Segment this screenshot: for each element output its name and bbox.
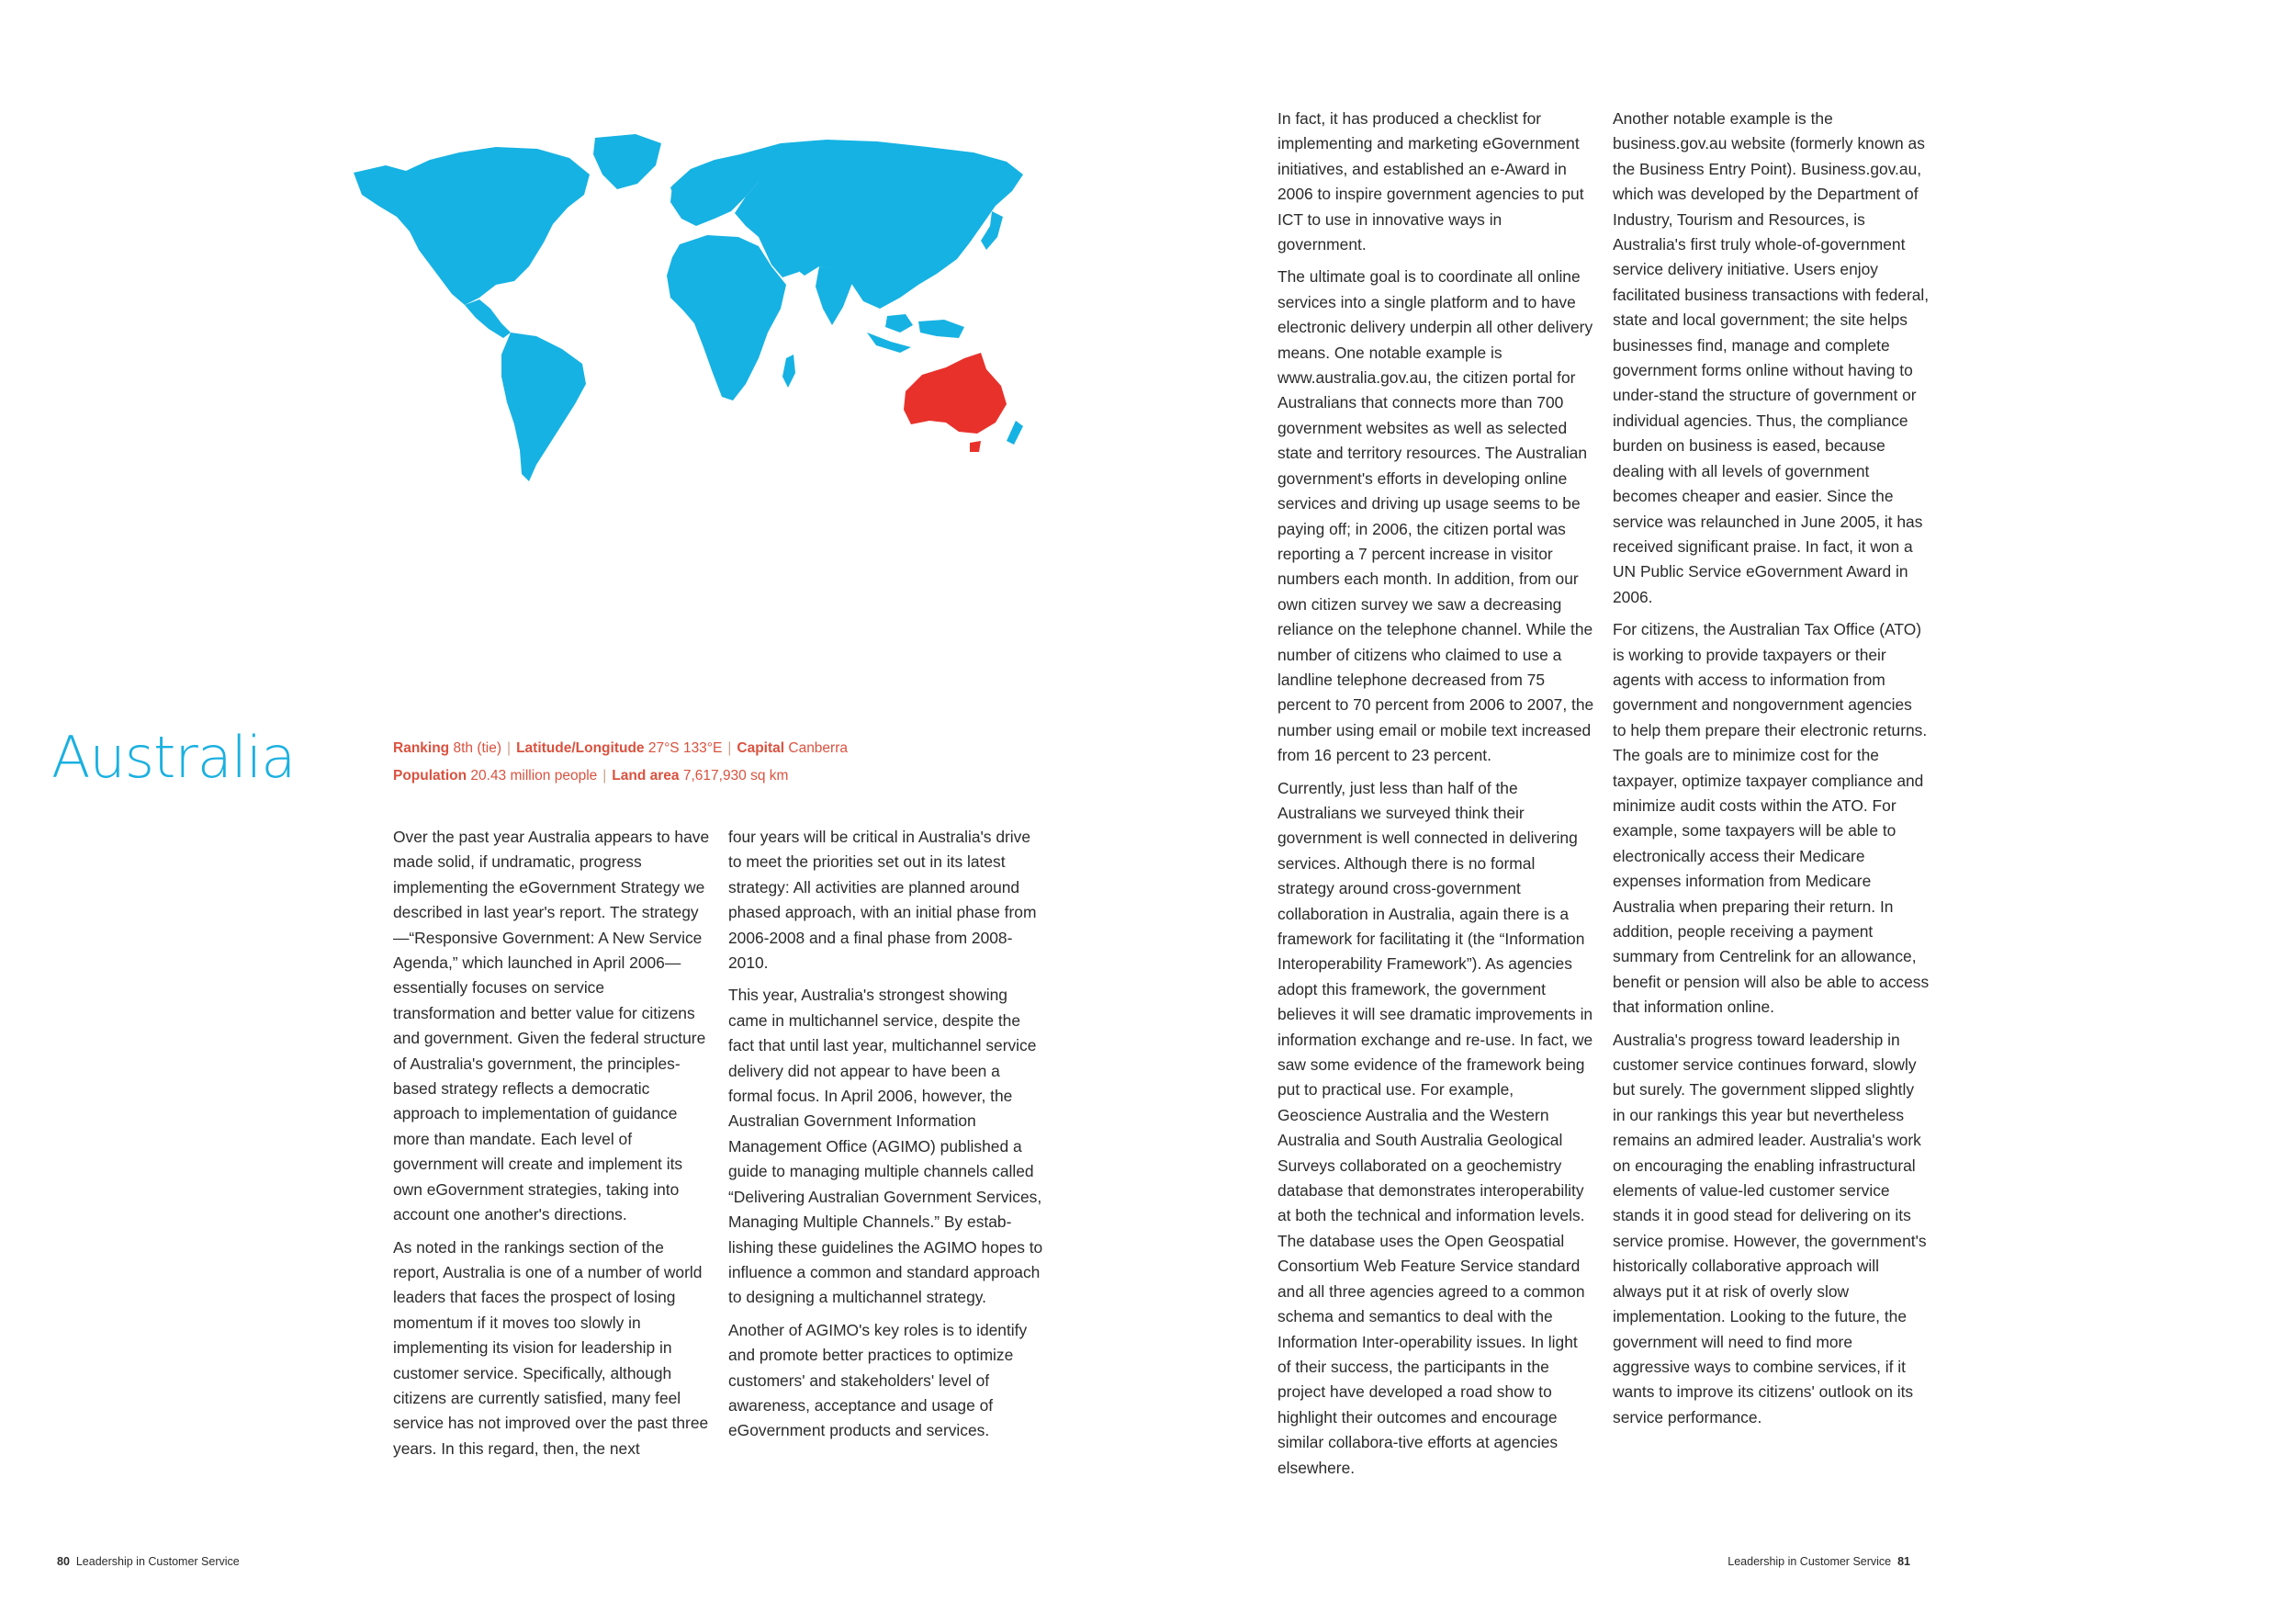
footer-right (1728, 1555, 1910, 1568)
country-facts (393, 735, 848, 790)
latlong-value: 27°S 133°E (647, 740, 723, 756)
latlong-label: Latitude/Longitude (516, 740, 645, 756)
australia-highlight (904, 353, 1007, 452)
paragraph: Another of AGIMO's key roles is to identify and promote better practices to optimize customers' and stakeholders' level of awareness, acceptance and usage of eGovernment products and services. (728, 1320, 1028, 1440)
body-column-4 (1613, 107, 1930, 1438)
facts-line-2 (393, 762, 848, 790)
body-column-1 (393, 825, 710, 1469)
footer-left (57, 1555, 240, 1568)
capital-value: Canberra (788, 740, 848, 756)
footer-left-text: Leadership in Customer Service (75, 1555, 240, 1568)
population-label: Population (393, 768, 467, 784)
page-number-left: 80 (57, 1555, 70, 1568)
footer-right-text: Leadership in Customer Service (1728, 1555, 1892, 1568)
paragraph: Another notable example is the business.gov.au website (formerly known as the Business Entry Point). Business.gov.au, which was developed by the Department of Industry, Tourism and Resources, is Australia's first truly whole-of-government service delivery initiative. Users enjoy facilitated business transactions with federal, state and local government; the site helps businesses find, manage and complete government forms online without having to under-stand the structure of government or individual agencies. Thus, the compliance burden on business is eased, because dealing with all levels of government becomes cheaper and easier. Since the service was relaunched in June 2005, it has received significant praise. In fact, it won a UN Public Service eGovernment Award in 2006. (1613, 109, 1930, 606)
population-value: 20.43 million people (470, 768, 598, 784)
paragraph: four years will be critical in Australia's drive to meet the priorities set out in its latest strategy: All activities are planned around phased approach, with an initial phase from 2006-2008 and a final phase from 2008-2010. (728, 828, 1037, 973)
world-map-land (354, 134, 1023, 481)
paragraph: Currently, just less than half of the Australians we surveyed think their government is well connected in delivering services. Although there is no formal strategy around cross-government collaboration in Australia, again there is a framework for facilitating it (the “Information Interoperability Framework”). As agencies adopt this framework, the government believes it will see dramatic improvements in information exchange and re-use. In fact, we saw some evidence of the framework being put to practical use. For example, Geoscience Australia and the Western Australia and South Australia Geological Surveys collaborated on a geochemistry database that demonstrates interoperability at both the technical and information levels. The database uses the Open Geospatial Consortium Web Feature Service standard and all three agencies agreed to a common schema and semantics to deal with the Information Inter-operability issues. In light of their success, the participants in the project have developed a road show to highlight their outcomes and encourage similar collabora-tive efforts at agencies elsewhere. (1277, 778, 1593, 1477)
ranking-label: Ranking (393, 740, 450, 756)
page-number-right: 81 (1897, 1555, 1910, 1568)
separator: | (727, 740, 732, 756)
paragraph: As noted in the rankings section of the report, Australia is one of a number of world leaders that faces the prospect of losing momentum if it moves too slowly in implementing its vision for leadership in customer service. Specifically, although citizens are currently satisfied, many feel service has not improved over the past three years. In this regard, then, the next (393, 1237, 709, 1458)
paragraph: In fact, it has produced a checklist for implementing and marketing eGovernment initiatives, and established an e-Award in 2006 to inspire government agencies to put ICT to use in innovative ways in government. (1277, 109, 1584, 254)
capital-label: Capital (737, 740, 785, 756)
new-zealand (1007, 421, 1023, 445)
body-column-2 (728, 825, 1045, 1451)
ranking-value: 8th (tie) (453, 740, 502, 756)
land-area-value: 7,617,930 sq km (682, 768, 789, 784)
body-column-3 (1277, 107, 1594, 1488)
paragraph: Australia's progress toward leadership in customer service continues forward, slowly but surely. The government slipped slightly in our rankings this year but nevertheless remains an admired leader. Australia's work on encouraging the enabling infrastructural elements of value-led customer service stands it in good stead for delivering on its service promise. However, the government's historically collaborative approach will always put it at risk of overly slow implementation. Looking to the future, the government will need to find more aggressive ways to combine services, if it wants to improve its citizens' outlook on its service performance. (1613, 1030, 1927, 1427)
paragraph: For citizens, the Australian Tax Office (ATO) is working to provide taxpayers or their agents with access to information from government and nongovernment agencies to help them prepare their electronic returns. The goals are to minimize cost for the taxpayer, optimize taxpayer compliance and minimize audit costs within the ATO. For example, some taxpayers will be able to electronically access their Medicare expenses information from Medicare Australia when preparing their return. In addition, people receiving a payment summary from Centrelink for an allowance, benefit or pension will also be able to access that information online. (1613, 620, 1930, 1017)
world-map-icon (349, 129, 1029, 496)
page-title: Australia (51, 724, 296, 791)
paragraph: This year, Australia's strongest showing came in multichannel service, despite the fact that until last year, multichannel service delivery did not appear to have been a formal focus. In April 2006, however, the Australian Government Information Management Office (AGIMO) published a guide to managing multiple channels called “Delivering Australian Government Services, Managing Multiple Channels.” By estab-lishing these guidelines the AGIMO hopes to influence a common and standard approach to designing a multichannel strategy. (728, 986, 1043, 1307)
separator: | (507, 740, 512, 756)
facts-line-1 (393, 735, 848, 762)
paragraph: The ultimate goal is to coordinate all online services into a single platform and to have electronic delivery underpin all other delivery means. One notable example is www.australia.gov.au, the citizen portal for Australians that connects more than 700 government websites as well as selected state and territory resources. The Australian government's efforts in developing online services and driving up usage seems to be paying off; in 2006, the citizen portal was reporting a 7 percent increase in visitor numbers each month. In addition, from our own citizen survey we saw a decreasing reliance on the telephone channel. While the number of citizens who claimed to use a landline telephone decreased from 75 percent to 70 percent from 2006 to 2007, the number using email or mobile text increased from 16 percent to 23 percent. (1277, 267, 1594, 765)
land-area-label: Land area (612, 768, 680, 784)
paragraph: Over the past year Australia appears to have made solid, if undramatic, progress implementing the eGovernment Strategy we described in last year's report. The strategy—“Responsive Government: A New Service Agenda,” which launched in April 2006—essentially focuses on service transformation and better value for citizens and government. Given the federal structure of Australia's government, the principles-based strategy reflects a democratic approach to implementation of guidance more than mandate. Each level of government will create and implement its own eGovernment strategies, taking into account one another's directions. (393, 828, 710, 1224)
separator: | (602, 768, 607, 784)
